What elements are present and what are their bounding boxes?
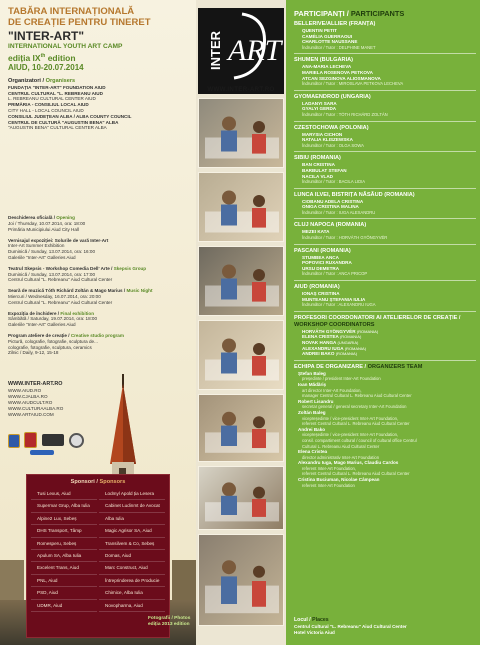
team-member-role: vicepreședinte / vice-president Inter-Art Foundation, bbox=[302, 432, 399, 438]
coordinators-list bbox=[294, 329, 476, 357]
participant-groups bbox=[294, 21, 476, 312]
divider bbox=[294, 218, 476, 219]
group-tutor: Îndrumător / Tutor : MIROSLAVA PETKOVA LECHEVA bbox=[302, 81, 404, 87]
participant-name: LADANYI SARA bbox=[302, 100, 337, 106]
sponsor-item: Magic Agrisor SA, Aiud bbox=[99, 525, 165, 537]
website-links bbox=[8, 388, 98, 418]
group-tutor: Îndrumător / Tutor : ALEXANDRU IUGA bbox=[302, 302, 376, 308]
team-member-name: Ștefan Baleg bbox=[298, 370, 326, 376]
photo-scene-icon bbox=[199, 247, 284, 316]
sponsors-heading: Sponsori / Sponsors bbox=[70, 479, 126, 485]
group-location: GYOMAENDROD (UNGARIA) bbox=[294, 93, 371, 100]
title-inter-art: "INTER-ART" bbox=[8, 29, 85, 43]
sponsor-item: Transilvem & Co, Sebeș bbox=[99, 538, 165, 550]
participant-name: NACILA VLAD bbox=[302, 173, 333, 179]
inter-art-logo-mark-icon bbox=[198, 8, 284, 88]
sponsor-item: Alpine2 Lux, Sebeș bbox=[31, 513, 97, 525]
participant-group bbox=[294, 57, 476, 86]
camp-photo bbox=[198, 320, 284, 390]
coordinators-title-en: WORKSHOP COORDINATORS bbox=[294, 321, 375, 328]
divider bbox=[294, 280, 476, 281]
team-member-name: Elena Cristea bbox=[298, 449, 328, 455]
coordinator-name: ALEXANDRU IUGA bbox=[302, 345, 344, 351]
team-member-role: vicepreședinte / vice-president Inter-Art Foundation, bbox=[302, 415, 399, 421]
divider bbox=[294, 90, 476, 91]
sponsor-item: Apulum SA, Alba Iulia bbox=[31, 550, 97, 562]
sponsor-item: Întreprinderea de Producie bbox=[99, 575, 165, 587]
event-title-ro: Program ateliere de creație bbox=[8, 332, 67, 338]
group-location: PASCANI (ROMANIA) bbox=[294, 247, 351, 254]
team-heading: ECHIPA DE ORGANIZARE / ORGANIZERS TEAM bbox=[294, 363, 423, 370]
group-location: SIBIU (ROMANIA) bbox=[294, 155, 341, 162]
photo-scene-icon bbox=[199, 535, 284, 626]
website-link: WWW.CJALBA.RO bbox=[8, 394, 48, 399]
photo-credit-line2: ediția 2013 edition bbox=[148, 622, 190, 627]
church-spire-icon bbox=[100, 374, 150, 484]
coordinator-origin: (UNGARIA) bbox=[337, 340, 359, 345]
participant-name: NATALIA KLISZEWSKA bbox=[302, 137, 353, 143]
sponsor-item: PNL, Aiud bbox=[31, 575, 97, 587]
group-location: AIUD (ROMANIA) bbox=[294, 284, 340, 291]
coordinator-origin: (ROMANIA) bbox=[335, 351, 358, 357]
sponsors-title-en: Sponsors bbox=[99, 479, 126, 485]
participant-name: STUMBEA ANCA bbox=[302, 254, 339, 260]
group-location: BELLERIVE/ALLIER (FRANȚA) bbox=[294, 21, 376, 27]
event-title: Deschiderea oficială / Opening bbox=[8, 215, 75, 221]
event-title-ro: Teatrul Skepsis - Workshop Comedia Dell' Arte bbox=[8, 265, 110, 271]
participant-name: MUNTEANU ȘTEFANIA IULIA bbox=[302, 296, 366, 302]
camp-photo bbox=[198, 394, 284, 462]
photo-credit bbox=[148, 616, 196, 628]
logo-word-art: ART bbox=[228, 34, 282, 67]
sponsor-item: UDMR, Aiud bbox=[31, 600, 97, 612]
group-tutor: Îndrumător / Tutor : OLGA SOWA bbox=[302, 142, 364, 148]
event-detail: Galeriile "Inter-Art" Galleries Aiud bbox=[8, 254, 76, 260]
event-detail: Primăria Municipiului Aiud City Hall bbox=[8, 226, 79, 232]
participant-name: CHARLOTTE NAUSSANE bbox=[302, 39, 358, 45]
divider bbox=[294, 360, 476, 361]
sponsor-item: Novopharma, Aiud bbox=[99, 600, 165, 612]
group-tutor: Îndrumător / Tutor : HORVÁTH GYÖNGYVÉR bbox=[302, 235, 388, 241]
place-heading: Locul / Places bbox=[294, 617, 329, 623]
team-title: ECHIPA DE ORGANIZARE bbox=[294, 363, 363, 370]
sponsor-item: Lodmyl Apold ția Lesera bbox=[99, 488, 165, 500]
participants-title: PARTICIPANȚI bbox=[294, 9, 345, 18]
camp-photo bbox=[198, 466, 284, 530]
event-item bbox=[8, 311, 190, 328]
coordinator-name: ANDREI BAKO bbox=[302, 351, 335, 357]
team-member-name: Robert Lisandru bbox=[298, 398, 334, 404]
event-detail: Zilnic / Daily, 9-12, 15-18 bbox=[8, 350, 59, 356]
europe-logo-icon bbox=[30, 450, 54, 455]
coordinator-origin: (ROMANIA) bbox=[339, 334, 362, 340]
photo-scene-icon bbox=[199, 321, 284, 390]
team-member-role: art director Inter-Art Foundation, bbox=[302, 387, 362, 393]
team-member-role: referent Centrul Cultural L. Rebreanu Aiud Cultural Center bbox=[302, 421, 410, 427]
place-title: Locul bbox=[294, 617, 308, 623]
organizer-line: CONSILIUL JUDEȚEAN ALBA / ALBA COUNTY COUNCIL bbox=[8, 113, 132, 119]
event-title-en: Skepsis Group bbox=[113, 265, 147, 271]
participant-group bbox=[294, 94, 476, 118]
group-tutor: Îndrumător / Tutor : DELPHINE MANET bbox=[302, 44, 376, 50]
group-tutor: Îndrumător / Tutor : IUGA ALEXANDRU bbox=[302, 209, 376, 215]
sponsor-item: Chimice, Alba Iulia bbox=[99, 587, 165, 599]
event-title-ro: Expoziția de închidere bbox=[8, 310, 57, 316]
team-member-role: referent Inter-Art Foundation bbox=[302, 482, 355, 488]
event-detail: Miercuri / Wednesday, 16.07.2014, ora: 20:00 bbox=[8, 293, 101, 299]
event-title-ro: Vernisajul expoziției: Solurile de vară Inter-Art bbox=[8, 237, 109, 243]
group-location: LUNCA ILVEI, BISTRIȚA NĂSĂUD (ROMANIA) bbox=[294, 191, 415, 198]
group-location: CZESTOCHOWA (POLONIA) bbox=[294, 124, 369, 131]
coordinators-title: PROFESORI COORDONATORI AI ATELIERELOR DE CREAȚIE bbox=[294, 314, 458, 321]
event-title: Expoziția de închidere / Final exhibition bbox=[8, 310, 95, 316]
event-title-ro: Deschiderea oficială bbox=[8, 215, 53, 221]
participant-name: BARBULAT STEFAN bbox=[302, 167, 347, 173]
participant-name: ATCAN SEZGINOVA ALIOSMANOVA bbox=[302, 75, 381, 81]
logo-word-inter: INTER bbox=[208, 31, 223, 70]
team-member-role: referent Centrul Cultural L. Rebreanu Aiud Cultural Center bbox=[302, 471, 410, 477]
photo-scene-icon bbox=[199, 99, 284, 168]
photo-scene-icon bbox=[199, 173, 284, 242]
organizer-line: CENTRUL CULTURAL "L. REBREANU AIUD bbox=[8, 90, 103, 96]
participants-heading: PARTICIPANȚI / PARTICIPANTS bbox=[294, 9, 405, 18]
website-link: WWW.AIUD.RO bbox=[8, 388, 42, 393]
participant-name: URSU DEMETRA bbox=[302, 265, 340, 271]
event-title: Teatrul Skepsis - Workshop Comedia Dell' Arte / Skepsis Group bbox=[8, 265, 147, 271]
sponsor-item: Romesperu, Sebeș bbox=[31, 538, 97, 550]
county-crest-icon bbox=[24, 432, 37, 448]
organizer-line: CENTRUL DE CULTURĂ "AUGUSTIN BENA" ALBA bbox=[8, 119, 119, 125]
sponsor-item: PSD, Aiud bbox=[31, 587, 97, 599]
edition-en: edition bbox=[47, 52, 76, 63]
event-detail: colografie, fotografie, sculptura, ceramics bbox=[8, 344, 92, 350]
team-member-name: Andrei Bako bbox=[298, 426, 326, 432]
participant-name: QUENTIN PETIT bbox=[302, 28, 337, 33]
team-member-role: consil. compartiment cultural / council of cultural office Centrul bbox=[302, 437, 417, 443]
event-title-en: Creative studio program bbox=[70, 332, 124, 338]
title-line-1: TABĂRA INTERNAȚIONALĂ bbox=[8, 6, 135, 17]
coordinator-name: HORVÁTH GYÖNGYVÉR bbox=[302, 328, 356, 334]
participant-name: MARIELA ROSENOVA PETKOVA bbox=[302, 69, 373, 75]
camp-photo bbox=[198, 534, 284, 626]
divider bbox=[294, 121, 476, 122]
participant-name: GYALYI GERDA bbox=[302, 106, 337, 112]
edition-label bbox=[8, 51, 190, 63]
participant-name: POPOVICI RUXANDRA bbox=[302, 260, 352, 266]
edition-ro: ediția IX bbox=[8, 52, 41, 63]
event-detail: Sâmbătă / Saturday, 19.07.2014, ora: 18:00 bbox=[8, 316, 98, 322]
team-member-role: președinte / president Inter-Art Foundation bbox=[302, 376, 381, 382]
event-detail: Duminică / Sunday, 13.07.2014, ora: 16:00 bbox=[8, 249, 95, 255]
team-member-role: secretar general / general secretary Inter-Art Foundation bbox=[302, 404, 407, 410]
team-list bbox=[294, 371, 476, 488]
hero-url: WWW.INTER-ART.RO bbox=[207, 86, 275, 93]
team-member-name: Alexandru Iuga, Mago Marius, Claudiu Cardos bbox=[298, 460, 399, 466]
team-member-name: Zoltán Baleg bbox=[298, 409, 326, 415]
team-section bbox=[294, 364, 476, 488]
organizers-list bbox=[8, 85, 190, 131]
team-member-name: Cristina Buciuman, Nicolae Câmpean bbox=[298, 477, 380, 483]
coordinator-item bbox=[294, 351, 476, 357]
sponsor-item: Domas, Aiud bbox=[99, 550, 165, 562]
coordinator-origin: (ROMANIA) bbox=[356, 328, 379, 334]
participant-group bbox=[294, 21, 476, 50]
divider bbox=[294, 311, 476, 312]
participants-panel bbox=[286, 0, 480, 645]
group-tutor: Îndrumător / Tutor : ANCA PRICOP bbox=[302, 271, 368, 277]
divider bbox=[294, 244, 476, 245]
sponsor-item: Tusi Lexus, Aiud bbox=[31, 488, 97, 500]
photo-scene-icon bbox=[199, 395, 284, 462]
coordinators-section bbox=[294, 315, 476, 357]
camp-photo bbox=[198, 172, 284, 242]
place-line: Hotel Victoria Aiud bbox=[294, 629, 335, 635]
event-detail: Pictură, colografie, fotografie, sculptura de... bbox=[8, 338, 98, 344]
edition-sup: th bbox=[40, 53, 46, 59]
participant-name: ONIGA CRISTINA MALINA bbox=[302, 204, 359, 210]
camp-photo bbox=[198, 98, 284, 168]
organizer-line: "AUGUSTIN BENA" CULTURAL CENTER ALBA bbox=[8, 125, 107, 131]
event-item bbox=[8, 215, 190, 232]
divider bbox=[294, 151, 476, 152]
coordinator-origin: (ROMANIA) bbox=[344, 345, 367, 351]
place-lines bbox=[294, 624, 474, 635]
divider bbox=[294, 188, 476, 189]
title-line-2: DE CREAȚIE PENTRU TINERET bbox=[8, 17, 151, 28]
event-title-en: Opening bbox=[56, 215, 75, 221]
place-title-en: Places bbox=[312, 617, 329, 623]
coat-of-arms-icon bbox=[8, 434, 20, 448]
participant-group bbox=[294, 155, 476, 184]
participant-group bbox=[294, 284, 476, 308]
team-member-role: manager Centrul Cultural L. Rebreanu Aiud Cultural Center bbox=[302, 393, 412, 399]
organizers-heading: Organizatori / Organisers bbox=[8, 77, 76, 84]
sponsors-panel bbox=[26, 474, 170, 638]
organizers-title-en: Organisers bbox=[45, 77, 76, 84]
sponsors-title: Sponsori bbox=[70, 479, 95, 485]
event-title: Seară de muzică Tóth Richárd Zoltán & Mago Marius / Music Night bbox=[8, 288, 153, 294]
info-column bbox=[0, 0, 196, 645]
event-dates: AIUD, 10-20.07.2014 bbox=[8, 62, 84, 72]
team-member-role: director administrativ Inter-Art Foundation bbox=[302, 454, 380, 460]
group-tutor: Îndrumător / Tutor : BACILA LIDIA bbox=[302, 179, 366, 185]
participant-group bbox=[294, 248, 476, 277]
round-emblem-icon bbox=[69, 433, 84, 448]
websites-block bbox=[8, 381, 98, 418]
event-title-en: Final exhibition bbox=[60, 310, 95, 316]
participant-name: BAN CRISTINA bbox=[302, 162, 335, 168]
group-location: CLUJ NAPOCA (ROMANIA) bbox=[294, 222, 367, 229]
divider bbox=[294, 53, 476, 54]
camp-photo bbox=[198, 246, 284, 316]
team-member-role: referent Inter-Art Foundation, bbox=[302, 465, 356, 471]
place-line: Centrul Cultural "L. Rebreanu" Aiud Cultural Center bbox=[294, 624, 407, 629]
sponsor-item: Marc Construct, Aiud bbox=[99, 562, 165, 574]
participant-group bbox=[294, 125, 476, 149]
website-link: WWW.CULTURAALBA.RO bbox=[8, 406, 64, 411]
sponsor-item: Supermar Grup, Alba Iulia bbox=[31, 500, 97, 512]
organizer-line: L. REBREANU CULTURAL CENTER AIUD bbox=[8, 96, 96, 102]
event-item bbox=[8, 266, 190, 283]
participant-name: CIOBANU ADELA CRISTINA bbox=[302, 198, 364, 204]
photo-column bbox=[196, 0, 286, 645]
place-block bbox=[294, 617, 474, 635]
event-title-ro: Seară de muzică Tóth Richárd Zoltán & Mago Marius bbox=[8, 288, 123, 294]
participant-group bbox=[294, 192, 476, 216]
sponsors-grid bbox=[31, 488, 165, 612]
sponsor-item: Excelent Trans, Aiud bbox=[31, 562, 97, 574]
participant-name: MEZEI KATA bbox=[302, 229, 330, 235]
event-detail: Centrul Cultural "L. Rebreanu" Aiud Cultural Center bbox=[8, 299, 113, 305]
sponsor-item: DHS Transport, Tâmp bbox=[31, 525, 97, 537]
culture-center-logo-icon bbox=[42, 434, 64, 446]
sponsor-item: Alba Iulia bbox=[99, 513, 165, 525]
event-item bbox=[8, 288, 190, 305]
inter-art-logo bbox=[198, 8, 284, 94]
website-link: WWW.ARTAIUD.COM bbox=[8, 412, 54, 417]
participant-group bbox=[294, 222, 476, 240]
participant-name: CAMÉLIA GUERRAOUI bbox=[302, 33, 353, 39]
participant-name: MARYSIA CICHON bbox=[302, 131, 343, 137]
group-location: SHUMEN (BULGARIA) bbox=[294, 57, 354, 64]
organizer-line: FUNDAȚIA "INTER-ART" FOUNDATION AIUD bbox=[8, 84, 106, 90]
event-detail: Inter-Art Summer Exhibition bbox=[8, 243, 65, 249]
website-link: WWW.AIUDCULT.RO bbox=[8, 400, 53, 405]
organizer-line: CITY HALL - LOCAL COUNCIL AIUD bbox=[8, 108, 84, 114]
coordinators-heading: PROFESORI COORDONATORI AI ATELIERELOR DE CREAȚIE / WORKSHOP COORDINATORS bbox=[294, 314, 461, 328]
participant-name: IONAȘ CRISTINA bbox=[302, 291, 340, 297]
event-title: Program ateliere de creație / Creative studio program bbox=[8, 332, 124, 338]
event-detail: Galeriile "Inter-Art" Galleries Aiud bbox=[8, 322, 76, 328]
group-tutor: Îndrumător / Tutor : TÓTH RICHÁRD ZOLTÁN bbox=[302, 111, 388, 117]
organizer-line: PRIMĂRIA - CONSILIUL LOCAL AIUD bbox=[8, 102, 89, 108]
event-detail: Joi / Thursday, 10.07.2014, ora: 18:00 bbox=[8, 221, 86, 226]
event-detail: Centrul Cultural "L. Rebreanu" Aiud Cultural Center bbox=[8, 277, 113, 283]
photo-credit-line1: Fotografii / Photos bbox=[148, 616, 191, 621]
event-item bbox=[8, 238, 190, 261]
participants-title-en: PARTICIPANTS bbox=[350, 9, 405, 18]
team-title-en: ORGANIZERS TEAM bbox=[367, 363, 423, 370]
title-english: INTERNATIONAL YOUTH ART CAMP bbox=[8, 43, 123, 50]
event-title-en: Music Night bbox=[126, 288, 153, 294]
sponsor-item: Cabinet Ludinmt de Avocat bbox=[99, 500, 165, 512]
website-main: WWW.INTER-ART.RO bbox=[8, 381, 63, 387]
team-member-name: Ioan Mădăriș bbox=[298, 381, 327, 387]
team-member-role: Cultural L. Rebreanu Aiud Cultural Center bbox=[302, 443, 380, 449]
events-list bbox=[8, 215, 190, 356]
event-detail: Duminică / Sunday, 13.07.2014, ora: 17:00 bbox=[8, 271, 95, 277]
coordinator-name: NOVAK HANGA bbox=[302, 340, 337, 345]
participant-name: ANA-MARIA LECHEVA bbox=[302, 64, 352, 70]
organizers-title: Organizatori bbox=[8, 77, 41, 84]
event-item bbox=[8, 333, 190, 356]
photo-scene-icon bbox=[199, 467, 284, 530]
coordinator-name: ELENA CRISTEA bbox=[302, 334, 339, 340]
